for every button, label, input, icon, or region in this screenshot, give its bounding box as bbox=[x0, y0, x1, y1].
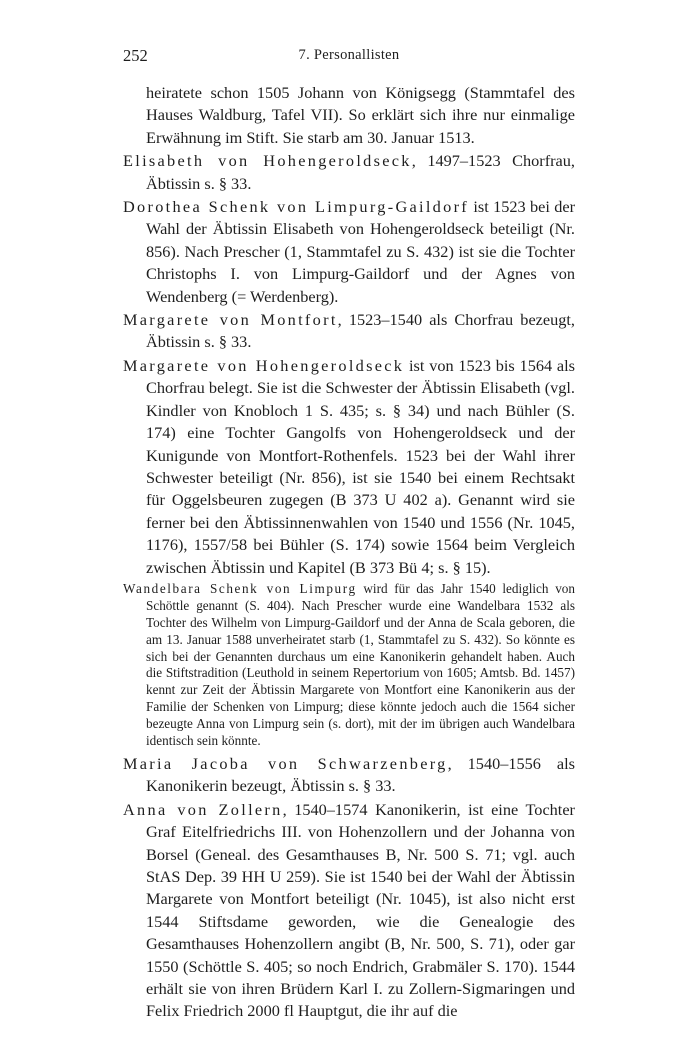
entry-margarete-hohengeroldseck bbox=[123, 355, 575, 579]
entry-text: , 1497–1523 Chorfrau, Äbtissin s. § 33. bbox=[146, 151, 575, 193]
entry-text: ist von 1523 bis 1564 als Chorfrau belegt. Sie ist die Schwester der Äbtissin Elisabeth (vgl. Kindler von Knobloch 1 S. 435; s. § 34) und nach Bühler (S. 174) eine Tochter Gangolfs von Hohengeroldseck und der Kunigunde von Montfort-Rothenfels. 1523 bei der Wahl ihrer Schwester beteiligt (Nr. 856), ist sie 1540 bei einem Rechtsakt für Oggelsbeuren zugegen (B 373 U 402 a). Genannt wird sie ferner bei den Äbtissinnenwahlen von 1540 und 1556 (Nr. 1045, 1176), 1557/58 bei Bühler (S. 174) sowie 1564 beim Vergleich zwischen Äbtissin und Kapitel (B 373 Bü 4; s. § 15). bbox=[146, 355, 575, 577]
entry-text: heiratete schon 1505 Johann von Königsegg (Stammtafel des Hauses Waldburg, Tafel VII). So erklärt sich ihre nur einmalige Erwähnung im Stift. Sie starb am 30. Januar 1513. bbox=[146, 83, 575, 147]
page-header bbox=[123, 46, 575, 66]
entry-text: wird für das Jahr 1540 lediglich von Schöttle genannt (S. 404). Nach Prescher wurde eine Wandelbara 1532 als Tochter des Wilhelm von Limpurg-Gaildorf und der Anna de Scala geboren, die am 13. Januar 1588 unverheiratet starb (1, Stammtafel zu S. 432). So könnte es sich bei der Genannten durchaus um eine Kanonikerin gehandelt haben. Auch die Stiftstradition (Leuthold in seinem Repertorium von 1605; Amtsb. Bd. 1457) kennt zur Zeit der Äbtissin Margarete von Montfort eine Kanonikerin aus der Familie der Schenken von Limpurg; diese könnte jedoch auch die 1564 sicher bezeugte Anna von Limpurg sein (s. dort), mit der im übrigen auch Wandelbara identisch sein könnte. bbox=[146, 580, 575, 749]
entry-wandelbara-schenk bbox=[123, 581, 575, 750]
running-title: 7. Personallisten bbox=[298, 47, 400, 63]
body-text bbox=[123, 82, 575, 1024]
entry-name: Elisabeth von Hohengeroldseck bbox=[123, 151, 412, 171]
page-number: 252 bbox=[123, 46, 148, 65]
entry-name: Dorothea Schenk von Limpurg-Gaildorf bbox=[123, 197, 470, 217]
entry-dorothea-schenk bbox=[123, 196, 575, 308]
entry-elisabeth-hohengeroldseck bbox=[123, 150, 575, 195]
entry-name: Maria Jacoba von Schwarzenberg bbox=[123, 754, 448, 773]
entry-text: , 1540–1574 Kanonikerin, ist eine Tochter Graf Eitelfriedrichs III. von Hohenzollern und der Johanna von Borsel (Geneal. des Gesamthauses B, Nr. 500 S. 71; vgl. auch StAS Dep. 39 HH U 259). Sie ist 1540 bei der Wahl der Äbtissin Margarete von Montfort beteiligt (Nr. 1045), ist also nicht erst 1544 Stiftsdame geworden, wie die Genealogie des Gesamthauses Hohenzollern angibt (B, Nr. 500, S. 71), oder gar 1550 (Schöttle S. 405; so noch Endrich, Grabmäler S. 170). 1544 erhält sie von ihren Brüdern Karl I. zu Zollern-Sigmaringen und Felix Friedrich 2000 fl Hauptgut, die ihr auf die bbox=[146, 799, 575, 1021]
entry-anna-zollern bbox=[123, 799, 575, 1023]
entry-continuation bbox=[123, 82, 575, 149]
entry-text: , 1540–1556 als Kanonikerin bezeugt, Äbtissin s. § 33. bbox=[146, 754, 575, 796]
entry-name: Wandelbara Schenk von Limpurg bbox=[123, 580, 357, 596]
entry-margarete-montfort bbox=[123, 309, 575, 354]
entry-name: Margarete von Montfort bbox=[123, 310, 338, 330]
entry-name: Margarete von Hohengeroldseck bbox=[123, 355, 405, 375]
entry-text: , 1523–1540 als Chorfrau bezeugt, Äbtissin s. § 33. bbox=[146, 310, 575, 352]
entry-maria-jacoba bbox=[123, 753, 575, 798]
entry-name: Anna von Zollern bbox=[123, 799, 283, 819]
entry-text: ist 1523 bei der Wahl der Äbtissin Elisabeth von Hohengeroldseck beteiligt (Nr. 856). Nach Prescher (1, Stammtafel zu S. 432) ist sie die Tochter Christophs I. von Limpurg-Gaildorf und der Agnes von Wendenberg (= Werdenberg). bbox=[146, 197, 576, 306]
